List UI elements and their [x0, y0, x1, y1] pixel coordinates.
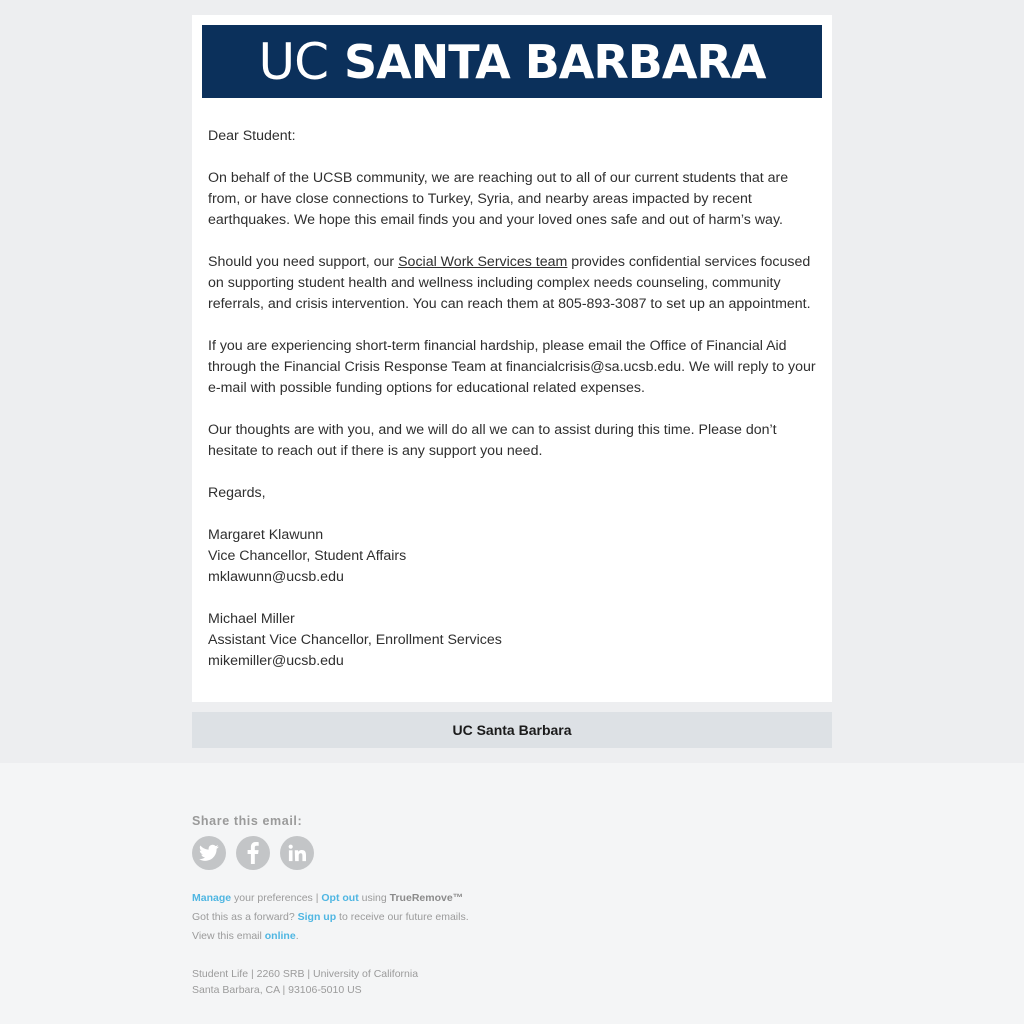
prefs-text: your preferences |	[231, 892, 322, 904]
logo-uc: UC	[258, 32, 329, 91]
signer-email: mklawunn@ucsb.edu	[208, 569, 344, 585]
signer-name: Michael Miller	[208, 611, 295, 627]
support-text-after: provides confidential services focused on supporting student health and wellness including complex needs counseling, community referrals, and crisis intervention. You can reach them at 805-893-3087 to set up an appointment.	[208, 254, 811, 312]
view-text-after: .	[295, 930, 299, 942]
view-online-line	[192, 930, 299, 943]
social-share-icons	[192, 836, 314, 870]
support-text-before: Should you need support, our	[208, 254, 399, 270]
paragraph-community: On behalf of the UCSB community, we are reaching out to all of our current students that are from, or have close connections to Turkey, Syria, and nearby areas impacted by recent earthquakes. We hope this email finds you and your loved ones safe and out of harm’s way.	[208, 170, 789, 228]
forward-line	[192, 911, 469, 924]
using-text: using	[358, 892, 390, 904]
signer-title: Assistant Vice Chancellor, Enrollment Services	[208, 632, 502, 648]
signature-miller	[208, 609, 818, 672]
footer-bar: UC Santa Barbara	[192, 712, 832, 748]
facebook-icon[interactable]	[236, 836, 270, 870]
share-label: Share this email:	[192, 814, 303, 828]
sign-up-link[interactable]: Sign up	[297, 911, 337, 923]
address-line-1: Student Life | 2260 SRB | University of California	[192, 968, 419, 980]
signature-klawunn	[208, 525, 818, 588]
linkedin-icon[interactable]	[280, 836, 314, 870]
view-text: View this email	[192, 930, 265, 942]
email-body	[208, 126, 818, 672]
signer-name: Margaret Klawunn	[208, 527, 324, 543]
signer-email: mikemiller@ucsb.edu	[208, 653, 344, 669]
trueremove-brand: TrueRemove™	[389, 892, 464, 904]
address-line-2: Santa Barbara, CA | 93106-5010 US	[192, 984, 362, 996]
forward-text: Got this as a forward?	[192, 911, 298, 923]
ucsb-logo-banner	[202, 25, 822, 98]
paragraph-support	[208, 252, 818, 315]
social-work-services-link[interactable]: Social Work Services team	[398, 254, 568, 270]
paragraph-financial: If you are experiencing short-term financial hardship, please email the Office of Financial Aid through the Financial Crisis Response Team at financialcrisis@sa.ucsb.edu. We will reply to your e-mail with possible funding options for educational related expenses.	[208, 338, 816, 396]
view-online-link[interactable]: online	[264, 930, 296, 942]
preferences-line	[192, 892, 463, 905]
twitter-icon[interactable]	[192, 836, 226, 870]
logo-santa-barbara: SANTA BARBARA	[344, 34, 766, 89]
email-card	[192, 15, 832, 702]
manage-preferences-link[interactable]: Manage	[192, 892, 232, 904]
greeting: Dear Student:	[208, 128, 296, 144]
opt-out-link[interactable]: Opt out	[321, 892, 359, 904]
signer-title: Vice Chancellor, Student Affairs	[208, 548, 407, 564]
closing: Regards,	[208, 485, 266, 501]
paragraph-thoughts: Our thoughts are with you, and we will do all we can to assist during this time. Please don’t hesitate to reach out if there is any support you need.	[208, 422, 777, 459]
forward-text-after: to receive our future emails.	[336, 911, 469, 923]
